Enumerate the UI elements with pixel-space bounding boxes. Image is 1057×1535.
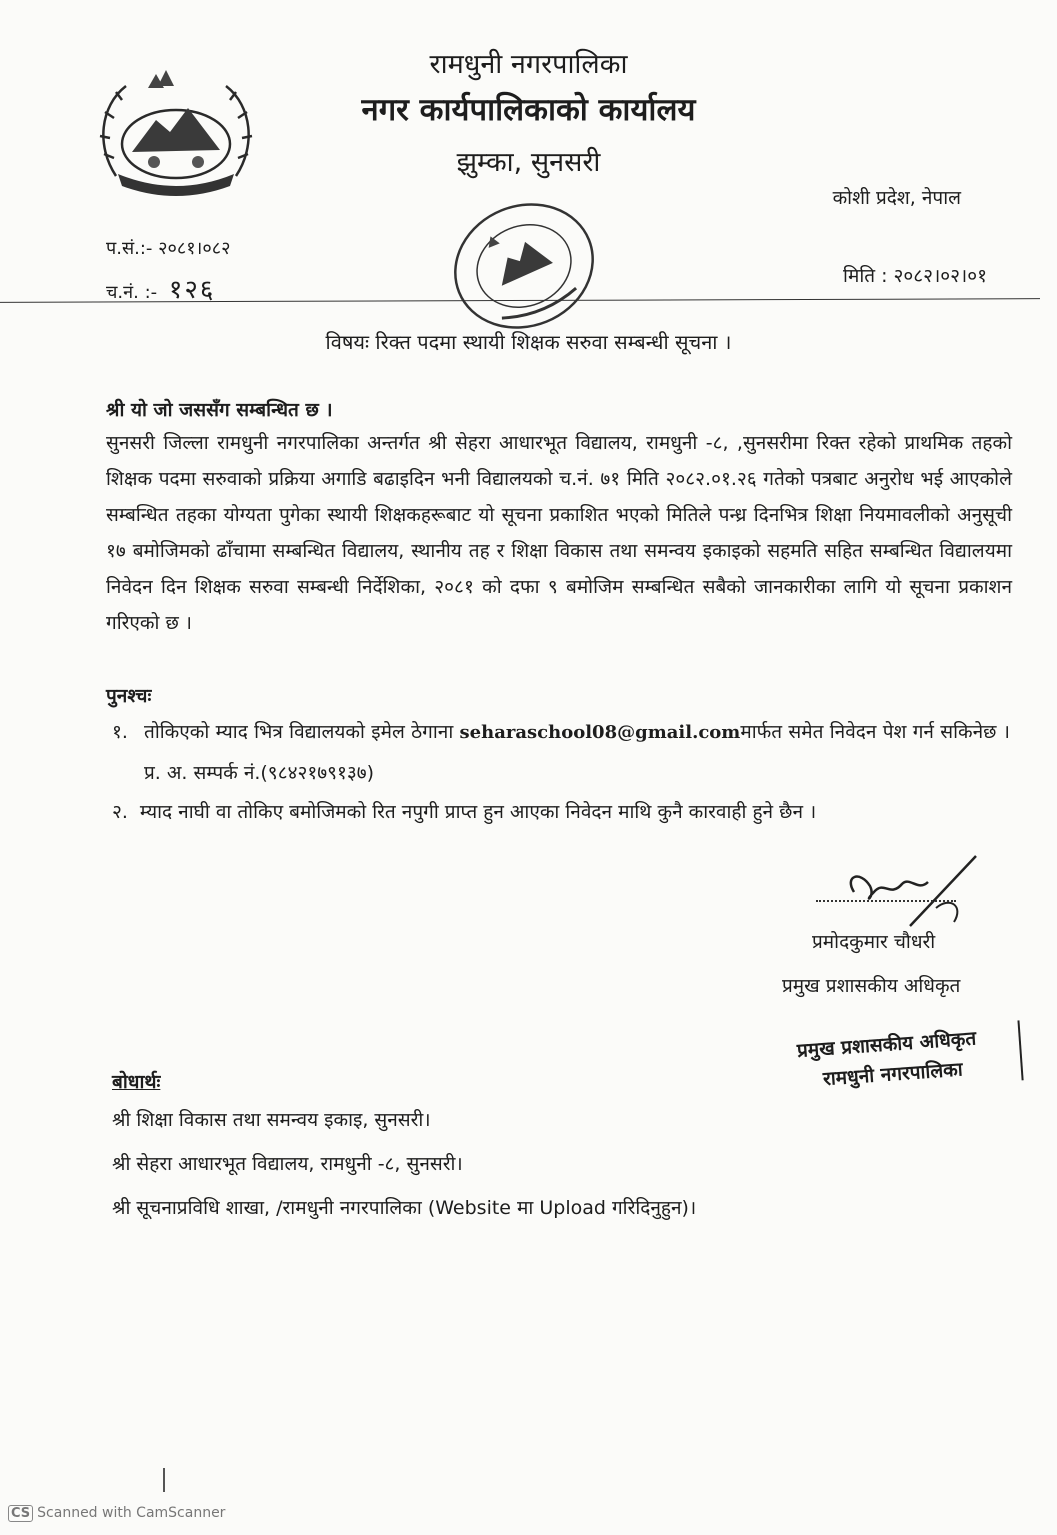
letter-date: मिति : २०८२।०२।०१ xyxy=(843,265,987,287)
scan-mark xyxy=(163,1468,165,1492)
postscript-label: पुनश्चः xyxy=(106,685,152,707)
postscript-note-2 xyxy=(112,798,1010,824)
signatory-name: प्रमोदकुमार चौधरी xyxy=(812,931,936,953)
note-1-number: १. xyxy=(112,721,128,743)
letterhead-office: नगर कार्यपालिकाको कार्यालय xyxy=(361,92,696,128)
note-1-pre: तोकिएको म्याद भित्र विद्यालयको इमेल ठेगाना xyxy=(144,721,460,743)
letterhead-municipality: रामधुनी नगरपालिका xyxy=(429,49,628,80)
note-2-number: २. xyxy=(112,801,128,823)
cc-item: श्री सेहरा आधारभूत विद्यालय, रामधुनी -८, सुनसरी। xyxy=(112,1153,463,1175)
camscanner-logo-icon: CS xyxy=(8,1505,33,1522)
notice-body: सुनसरी जिल्ला रामधुनी नगरपालिका अन्तर्गत श्री सेहरा आधारभूत विद्यालय, रामधुनी -८, ,सुनसरीमा रिक्त रहेको प्राथमिक तहको शिक्षक पदमा सरुवाको प्रक्रिया अगाडि बढाइदिन भनी विद्यालयको च.नं. ७१ मिति २०८२.०१.२६ गतेको पत्रबाट अनुरोध भई आएकोले सम्बन्धित तहका योग्यता पुगेका स्थायी शिक्षकहरूबाट यो सूचना प्रकाशित भएको मितिले पन्ध्र दिनभित्र शिक्षा नियमावलीको अनुसूची १७ बमोजिमको ढाँचामा सम्बन्धित विद्यालय, स्थानीय तह र शिक्षा विकास तथा समन्वय इकाइको सहमति सहित सम्बन्धित विद्यालयमा निवेदन दिन शिक्षक सरुवा सम्बन्धी निर्देशिका, २०८१ को दफा ९ बमोजिम सम्बन्धित सबैको जानकारीका लागि यो सूचना प्रकाशन गरिएको छ । xyxy=(106,432,1012,634)
signatory-title: प्रमुख प्रशासकीय अधिकृत xyxy=(782,975,961,997)
letterhead-province: कोशी प्रदेश, नेपाल xyxy=(832,187,961,209)
cc-label: बोधार्थः xyxy=(112,1071,161,1093)
dispatch-number-label: च.नं. :- xyxy=(106,282,158,303)
subject-line: विषयः रिक्त पदमा स्थायी शिक्षक सरुवा सम्बन्धी सूचना । xyxy=(325,330,732,354)
reference-number: प.सं.:- २०८१।०८२ xyxy=(106,238,231,259)
school-email: seharaschool08@gmail.com xyxy=(459,722,741,743)
note-1-text xyxy=(144,712,1010,793)
designation-stamp xyxy=(796,1021,1020,1096)
cc-item: श्री सूचनाप्रविधि शाखा, /रामधुनी नगरपालिका (Website मा Upload गरिदिनुहुन)। xyxy=(112,1197,697,1219)
note-2-text: म्याद नाघी वा तोकिए बमोजिमको रित नपुगी प्राप्त हुन आएका निवेदन माथि कुनै कारवाही हुने छैन । xyxy=(139,801,817,823)
salutation: श्री यो जो जससँग सम्बन्धित छ । xyxy=(106,399,333,421)
letterhead-location: झुम्का, सुनसरी xyxy=(456,147,601,178)
stamp-line-2: रामधुनी नगरपालिका xyxy=(822,1058,964,1091)
scanner-footer-text: Scanned with CamScanner xyxy=(37,1505,226,1521)
scanner-footer xyxy=(8,1505,225,1522)
municipality-seal-icon xyxy=(444,196,604,336)
dispatch-number-value: १२६ xyxy=(168,275,216,305)
stamp-line-1: प्रमुख प्रशासकीय अधिकृत xyxy=(796,1027,977,1062)
signature-dotted-line xyxy=(816,900,956,902)
cc-item: श्री शिक्षा विकास तथा समन्वय इकाइ, सुनसरी। xyxy=(112,1109,431,1131)
note-1-post: मार्फत समेत निवेदन पेश गर्न सकिनेछ । प्र. अ. सम्पर्क नं.(९८४२१७९१३७) xyxy=(144,721,1010,784)
postscript-note-1 xyxy=(112,712,1010,793)
